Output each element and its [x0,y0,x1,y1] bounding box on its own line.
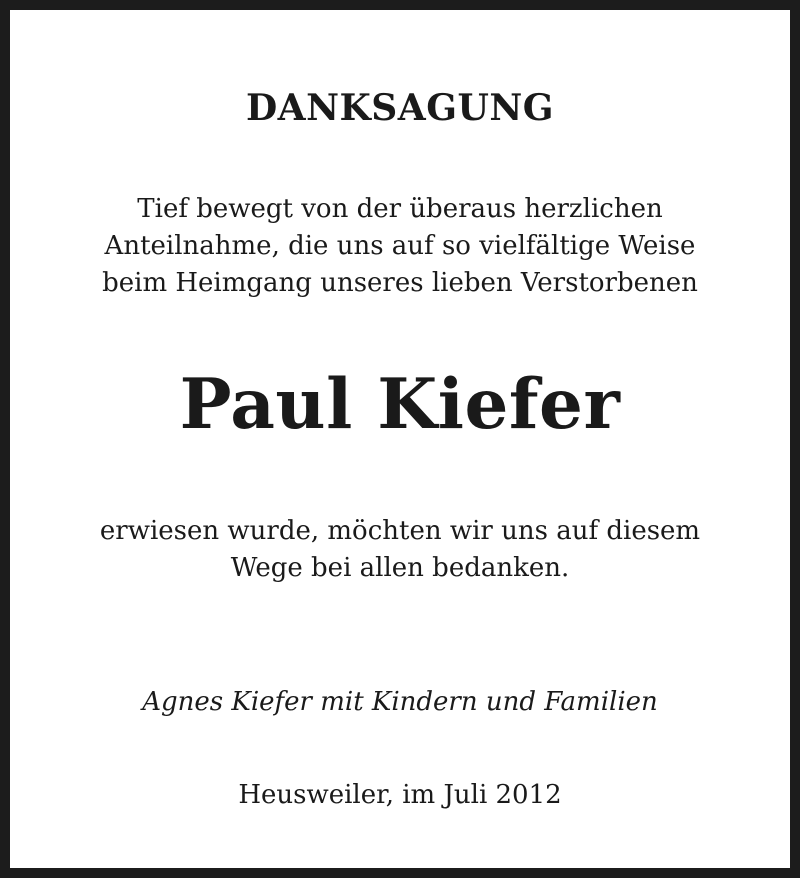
intro-line: beim Heimgang unseres lieben Verstorbenen [102,268,698,298]
intro-text [10,191,790,302]
place-and-date: Heusweiler, im Juli 2012 [238,780,562,810]
deceased-name: Paul Kiefer [179,364,621,445]
closing-line: Wege bei allen bedanken. [230,553,570,583]
intro-line: Anteilnahme, die uns auf so vielfältige Weise [104,231,696,261]
intro-line: Tief bewegt von der überaus herzlichen [137,194,663,224]
closing-line: erwiesen wurde, möchten wir uns auf diesem [99,516,701,546]
closing-text [10,513,790,587]
notice-heading: DANKSAGUNG [245,87,555,129]
family-signature: Agnes Kiefer mit Kindern und Familien [142,687,658,717]
